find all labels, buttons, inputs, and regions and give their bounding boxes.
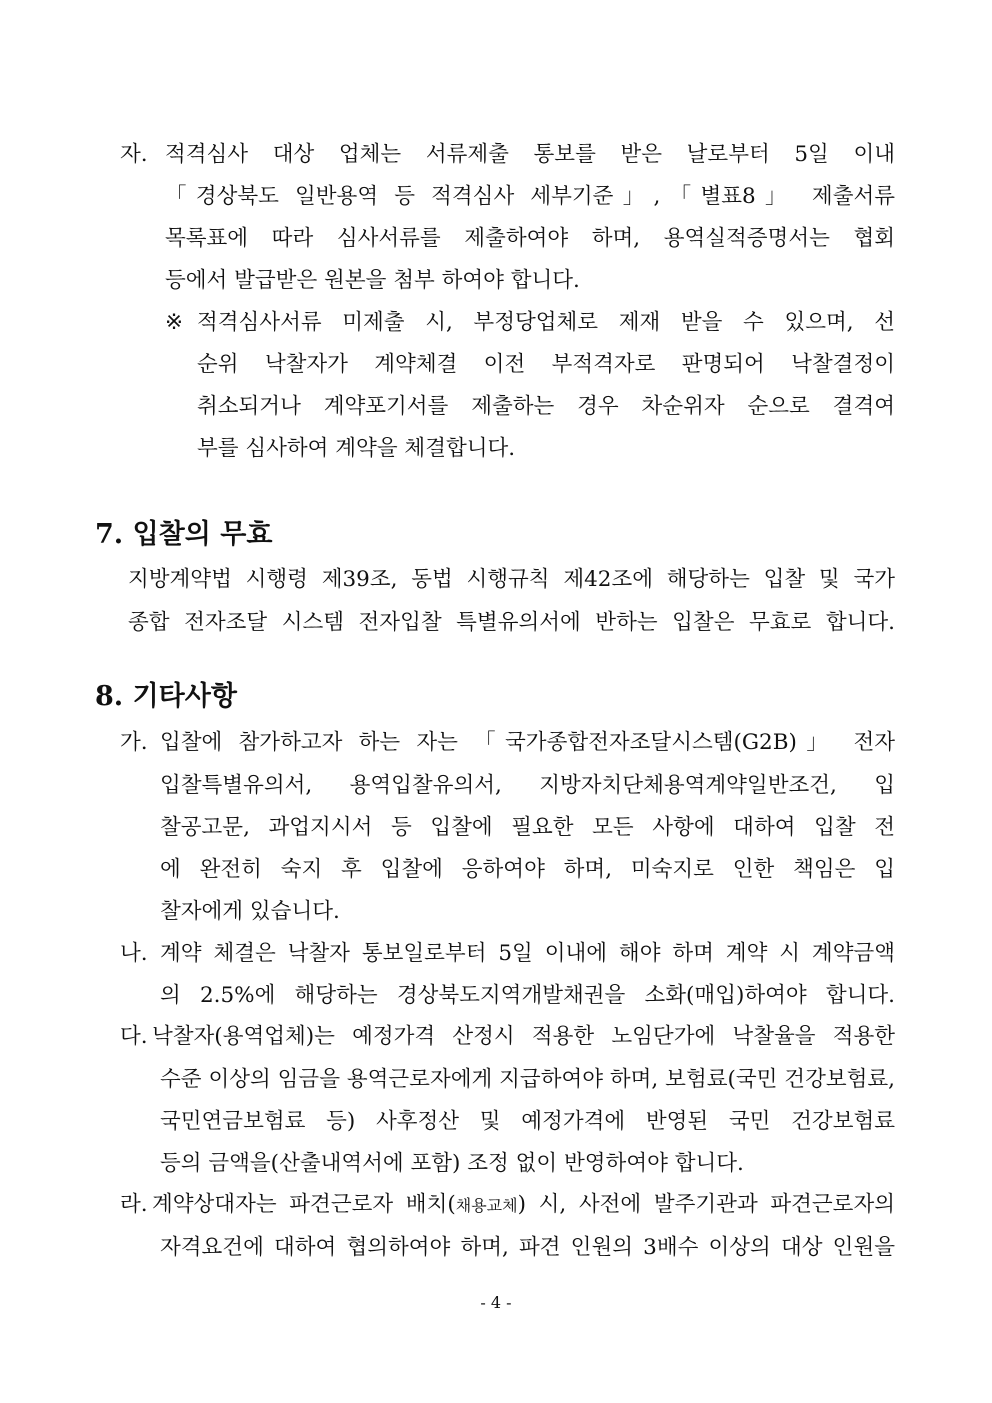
- page-number: - 4 -: [480, 1293, 512, 1312]
- item-ga-line-5: 찰자에게 있습니다.: [160, 899, 340, 924]
- item-na-marker: 나.: [120, 941, 148, 966]
- note-line-3: 취소되거나 계약포기서를 제출하는 경우 차순위자 순으로 결격여: [197, 394, 895, 419]
- note-line-1: 적격심사서류 미제출 시, 부정당업체로 제재 받을 수 있으며, 선: [197, 310, 895, 335]
- note-line-4: 부를 심사하여 계약을 체결합니다.: [197, 436, 516, 461]
- item-da-line-2: 수준 이상의 임금을 용역근로자에게 지급하여야 하며, 보험료(국민 건강보험료,: [160, 1067, 895, 1092]
- item-da-marker: 다.: [120, 1024, 148, 1049]
- item-ga-marker: 가.: [120, 730, 148, 755]
- item-ra-line-2: 자격요건에 대하여 협의하여야 하며, 파견 인원의 3배수 이상의 대상 인원을: [160, 1235, 895, 1260]
- item-ra-marker: 라.: [120, 1192, 148, 1217]
- section-7-heading: 7. 입찰의 무효: [95, 519, 273, 550]
- section-8-heading: 8. 기타사항: [95, 681, 237, 712]
- item-ja-line-3: 목록표에 따라 심사서류를 제출하여야 하며, 용역실적증명서는 협회: [165, 226, 895, 251]
- section-7-line-2: 종합 전자조달 시스템 전자입찰 특별유의서에 반하는 입찰은 무효로 합니다.: [128, 610, 895, 635]
- section-7-line-1: 지방계약법 시행령 제39조, 동법 시행규칙 제42조에 해당하는 입찰 및 국가: [128, 567, 895, 592]
- item-ra-line-1-pre: 계약상대자는 파견근로자 배치(: [152, 1192, 456, 1217]
- note-marker: ※: [165, 310, 184, 335]
- item-ra-line-1: [152, 1190, 895, 1221]
- item-da-line-4: 등의 금액을(산출내역서에 포함) 조정 없이 반영하여야 합니다.: [160, 1151, 744, 1176]
- item-ja-marker: 자.: [120, 142, 148, 167]
- item-ja-line-2: 「경상북도 일반용역 등 적격심사 세부기준」,「별표8」 제출서류: [165, 184, 895, 209]
- item-ra-line-1-post: ) 시, 사전에 발주기관과 파견근로자의: [517, 1192, 895, 1217]
- note-line-2: 순위 낙찰자가 계약체결 이전 부적격자로 판명되어 낙찰결정이: [197, 352, 895, 377]
- item-da-line-3: 국민연금보험료 등) 사후정산 및 예정가격에 반영된 국민 건강보험료: [160, 1109, 895, 1134]
- item-ga-line-1: 입찰에 참가하고자 하는 자는 「국가종합전자조달시스템(G2B)」 전자: [160, 730, 895, 755]
- item-ja-line-1: 적격심사 대상 업체는 서류제출 통보를 받은 날로부터 5일 이내: [165, 142, 895, 167]
- item-na-line-2: 의 2.5%에 해당하는 경상북도지역개발채권을 소화(매입)하여야 합니다.: [160, 983, 895, 1008]
- item-ga-line-4: 에 완전히 숙지 후 입찰에 응하여야 하며, 미숙지로 인한 책임은 입: [160, 857, 895, 882]
- item-ga-line-2: 입찰특별유의서, 용역입찰유의서, 지방자치단체용역계약일반조건, 입: [160, 773, 895, 798]
- item-ra-line-1-small: 채용교체: [455, 1196, 518, 1215]
- item-na-line-1: 계약 체결은 낙찰자 통보일로부터 5일 이내에 해야 하며 계약 시 계약금액: [160, 941, 895, 966]
- item-ga-line-3: 찰공고문, 과업지시서 등 입찰에 필요한 모든 사항에 대하여 입찰 전: [160, 815, 895, 840]
- item-da-line-1: 낙찰자(용역업체)는 예정가격 산정시 적용한 노임단가에 낙찰율을 적용한: [152, 1024, 895, 1049]
- item-ja-line-4: 등에서 발급받은 원본을 첨부 하여야 합니다.: [165, 268, 580, 293]
